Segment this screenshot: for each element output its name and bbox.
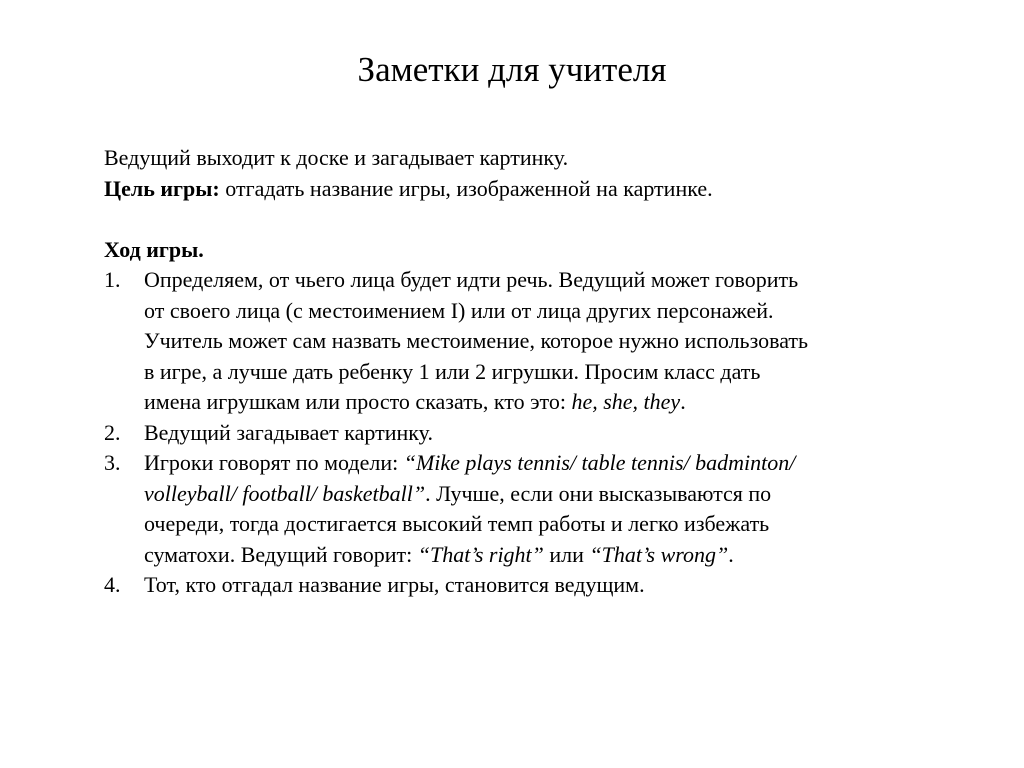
pronouns-example: he, she, they bbox=[571, 389, 681, 414]
step-3-line-4 bbox=[144, 540, 934, 571]
list-item-number: 4. bbox=[104, 572, 121, 597]
step-1-line-5 bbox=[144, 387, 934, 418]
blank-line bbox=[104, 204, 934, 235]
intro-paragraph: Ведущий выходит к доске и загадывает картинку. bbox=[104, 145, 569, 170]
steps-list bbox=[104, 265, 934, 601]
step-3-line-2-text: . Лучше, если они высказываются по bbox=[425, 480, 772, 506]
step-1-line-1: Определяем, от чьего лица будет идти речь. Ведущий может говорить bbox=[144, 267, 799, 292]
step-3-line-1-text: Игроки говорят по модели: bbox=[144, 450, 404, 475]
step-4-text: Тот, кто отгадал название игры, становится ведущим. bbox=[144, 572, 645, 597]
goal-text: отгадать название игры, изображенной на картинке. bbox=[219, 175, 713, 201]
step-1-line-3: Учитель может сам назвать местоимение, которое нужно использовать bbox=[144, 328, 809, 353]
list-item-number: 3. bbox=[104, 450, 121, 475]
step-3-line-4-text-b: или bbox=[543, 541, 590, 567]
list-item-number: 2. bbox=[104, 419, 121, 445]
step-3-line-4-end: . bbox=[728, 541, 734, 567]
step-3-line-4-text-a: суматохи. Ведущий говорит: bbox=[144, 541, 418, 567]
list-item-number: 1. bbox=[104, 267, 121, 292]
goal-paragraph bbox=[104, 174, 934, 205]
phrase-thats-right: “That’s right” bbox=[417, 541, 544, 567]
step-3-line-2 bbox=[144, 479, 934, 510]
model-phrase-part-1: “Mike plays tennis/ table tennis/ badminton/ bbox=[403, 450, 796, 475]
model-phrase-part-2: volleyball/ football/ basketball” bbox=[144, 480, 426, 506]
step-1-line-4: в игре, а лучше дать ребенку 1 или 2 игрушки. Просим класс дать bbox=[144, 358, 761, 384]
step-3-line-3: очереди, тогда достигается высокий темп работы и легко избежать bbox=[144, 511, 770, 536]
step-2-text: Ведущий загадывает картинку. bbox=[144, 419, 433, 445]
step-3-line-1 bbox=[144, 448, 934, 479]
slide-body bbox=[104, 143, 934, 601]
step-1-line-5-end: . bbox=[680, 389, 686, 414]
phrase-thats-wrong: “That’s wrong” bbox=[589, 541, 729, 567]
step-1-line-5-text: имена игрушкам или просто сказать, кто это: bbox=[144, 389, 572, 414]
procedure-heading: Ход игры. bbox=[104, 236, 204, 262]
list-item bbox=[104, 265, 934, 418]
step-1-line-2: от своего лица (с местоимением I) или от лица других персонажей. bbox=[144, 297, 774, 323]
goal-label: Цель игры: bbox=[104, 175, 220, 201]
list-item bbox=[104, 448, 934, 570]
list-item bbox=[104, 418, 934, 449]
list-item bbox=[104, 570, 934, 601]
slide-title: Заметки для учителя bbox=[357, 50, 667, 89]
